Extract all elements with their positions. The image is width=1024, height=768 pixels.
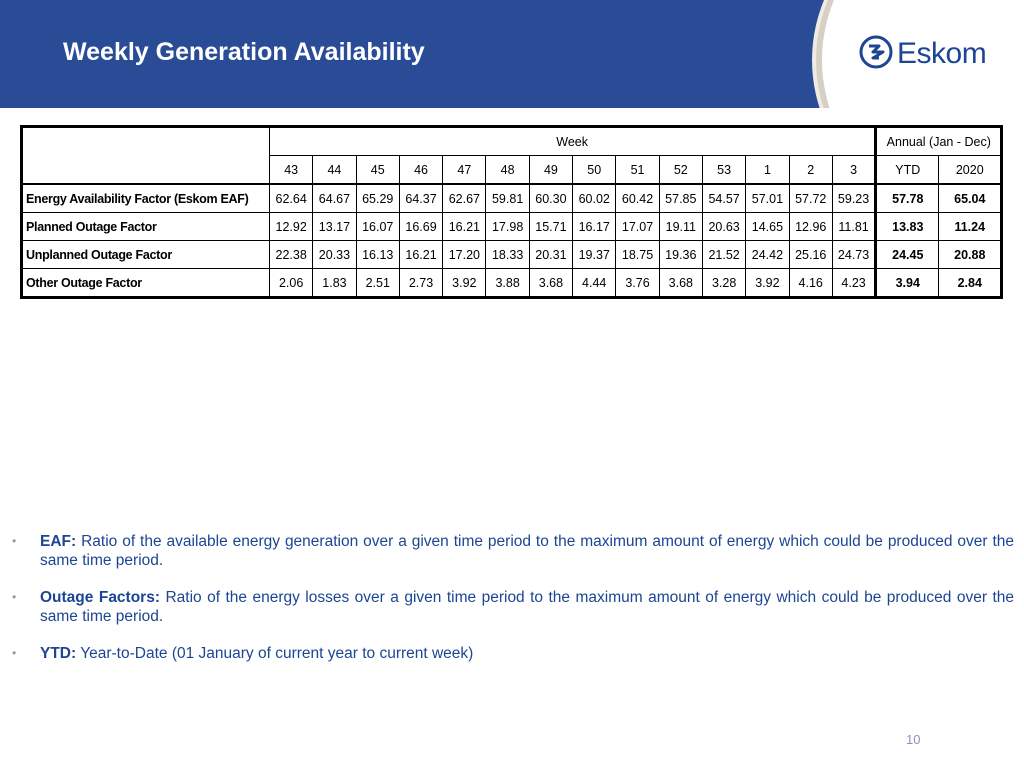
table-cell: 20.63: [702, 213, 745, 241]
week-group-header: Week: [270, 127, 876, 156]
table-cell: 16.07: [356, 213, 399, 241]
table-cell: 4.16: [789, 269, 832, 298]
table-cell: 12.92: [270, 213, 313, 241]
table-cell: 2.73: [399, 269, 442, 298]
table-cell: 21.52: [702, 241, 745, 269]
definitions-list: [0, 532, 1024, 681]
week-number-header: 46: [399, 156, 442, 185]
table-cell: 20.33: [313, 241, 356, 269]
table-cell: 57.01: [746, 184, 789, 213]
definition-term: EAF:: [40, 533, 77, 550]
table-cell: 62.64: [270, 184, 313, 213]
logo-wordmark: Eskom: [897, 37, 987, 70]
annual-cell: 65.04: [939, 184, 1002, 213]
week-number-header: 48: [486, 156, 529, 185]
table-cell: 16.17: [573, 213, 616, 241]
annual-column-header: YTD: [876, 156, 939, 185]
table-cell: 64.37: [399, 184, 442, 213]
definition-term: Outage Factors:: [40, 589, 160, 606]
table-cell: 3.28: [702, 269, 745, 298]
table-cell: 11.81: [832, 213, 875, 241]
bullet-icon: •: [12, 646, 17, 660]
table-cell: 3.92: [443, 269, 486, 298]
table-group-header-row: [22, 127, 1002, 156]
table-cell: 3.68: [659, 269, 702, 298]
row-label: Other Outage Factor: [22, 269, 270, 298]
table-cell: 15.71: [529, 213, 572, 241]
definition-text: Ratio of the energy losses over a given time period to the maximum amount of energy which could be produced over the same time period.: [40, 589, 1014, 625]
table-cell: 1.83: [313, 269, 356, 298]
annual-cell: 13.83: [876, 213, 939, 241]
week-number-header: 52: [659, 156, 702, 185]
definition-text: Ratio of the available energy generation over a given time period to the maximum amount of energy which could be produced over the same time period.: [40, 533, 1014, 569]
table-cell: 25.16: [789, 241, 832, 269]
table-row: [22, 241, 1002, 269]
table-cell: 3.76: [616, 269, 659, 298]
table-cell: 59.23: [832, 184, 875, 213]
annual-group-header: Annual (Jan - Dec): [876, 127, 1002, 156]
definition-term: YTD:: [40, 645, 77, 662]
definition-item: [0, 532, 1024, 570]
row-label: Energy Availability Factor (Eskom EAF): [22, 184, 270, 213]
table-cell: 16.13: [356, 241, 399, 269]
table-row: [22, 213, 1002, 241]
generation-availability-table: [20, 125, 1003, 299]
table-cell: 16.69: [399, 213, 442, 241]
table-row: [22, 269, 1002, 298]
week-number-header: 50: [573, 156, 616, 185]
annual-column-header: 2020: [939, 156, 1002, 185]
table-cell: 19.11: [659, 213, 702, 241]
week-number-header: 1: [746, 156, 789, 185]
table-cell: 62.67: [443, 184, 486, 213]
table-row: [22, 184, 1002, 213]
annual-cell: 24.45: [876, 241, 939, 269]
eskom-logo: [859, 36, 986, 72]
table-cell: 57.85: [659, 184, 702, 213]
table-cell: 19.36: [659, 241, 702, 269]
table-cell: 59.81: [486, 184, 529, 213]
definition-text: Year-to-Date (01 January of current year to current week): [76, 645, 474, 662]
row-label: Planned Outage Factor: [22, 213, 270, 241]
week-number-header: 45: [356, 156, 399, 185]
annual-cell: 57.78: [876, 184, 939, 213]
definition-item: [0, 644, 1024, 663]
table-cell: 54.57: [702, 184, 745, 213]
table-cell: 19.37: [573, 241, 616, 269]
annual-cell: 3.94: [876, 269, 939, 298]
bullet-icon: •: [12, 534, 17, 548]
table-cell: 17.07: [616, 213, 659, 241]
week-number-header: 43: [270, 156, 313, 185]
table-cell: 4.44: [573, 269, 616, 298]
table-cell: 17.98: [486, 213, 529, 241]
row-label: Unplanned Outage Factor: [22, 241, 270, 269]
definition-item: [0, 588, 1024, 626]
table-cell: 3.88: [486, 269, 529, 298]
table-corner-cell: [22, 127, 270, 185]
table-cell: 24.73: [832, 241, 875, 269]
week-number-header: 53: [702, 156, 745, 185]
week-number-header: 3: [832, 156, 875, 185]
table-cell: 57.72: [789, 184, 832, 213]
table-cell: 13.17: [313, 213, 356, 241]
week-number-header: 44: [313, 156, 356, 185]
table-cell: 60.30: [529, 184, 572, 213]
bullet-icon: •: [12, 590, 17, 604]
table-cell: 65.29: [356, 184, 399, 213]
annual-cell: 2.84: [939, 269, 1002, 298]
week-number-header: 49: [529, 156, 572, 185]
table-cell: 2.51: [356, 269, 399, 298]
table-cell: 3.68: [529, 269, 572, 298]
table-cell: 24.42: [746, 241, 789, 269]
eskom-logo-icon: [859, 35, 893, 74]
table-cell: 18.33: [486, 241, 529, 269]
table-cell: 4.23: [832, 269, 875, 298]
table-cell: 22.38: [270, 241, 313, 269]
table-cell: 3.92: [746, 269, 789, 298]
table-cell: 2.06: [270, 269, 313, 298]
table-cell: 60.02: [573, 184, 616, 213]
header-band: [0, 0, 1024, 108]
table-cell: 16.21: [443, 213, 486, 241]
table-cell: 60.42: [616, 184, 659, 213]
table-cell: 64.67: [313, 184, 356, 213]
page-title: Weekly Generation Availability: [63, 38, 425, 66]
table-cell: 12.96: [789, 213, 832, 241]
page-number: 10: [906, 732, 921, 747]
table-cell: 17.20: [443, 241, 486, 269]
week-number-header: 51: [616, 156, 659, 185]
week-number-header: 2: [789, 156, 832, 185]
table-cell: 20.31: [529, 241, 572, 269]
table-cell: 14.65: [746, 213, 789, 241]
table-cell: 18.75: [616, 241, 659, 269]
annual-cell: 20.88: [939, 241, 1002, 269]
table-cell: 16.21: [399, 241, 442, 269]
annual-cell: 11.24: [939, 213, 1002, 241]
week-number-header: 47: [443, 156, 486, 185]
